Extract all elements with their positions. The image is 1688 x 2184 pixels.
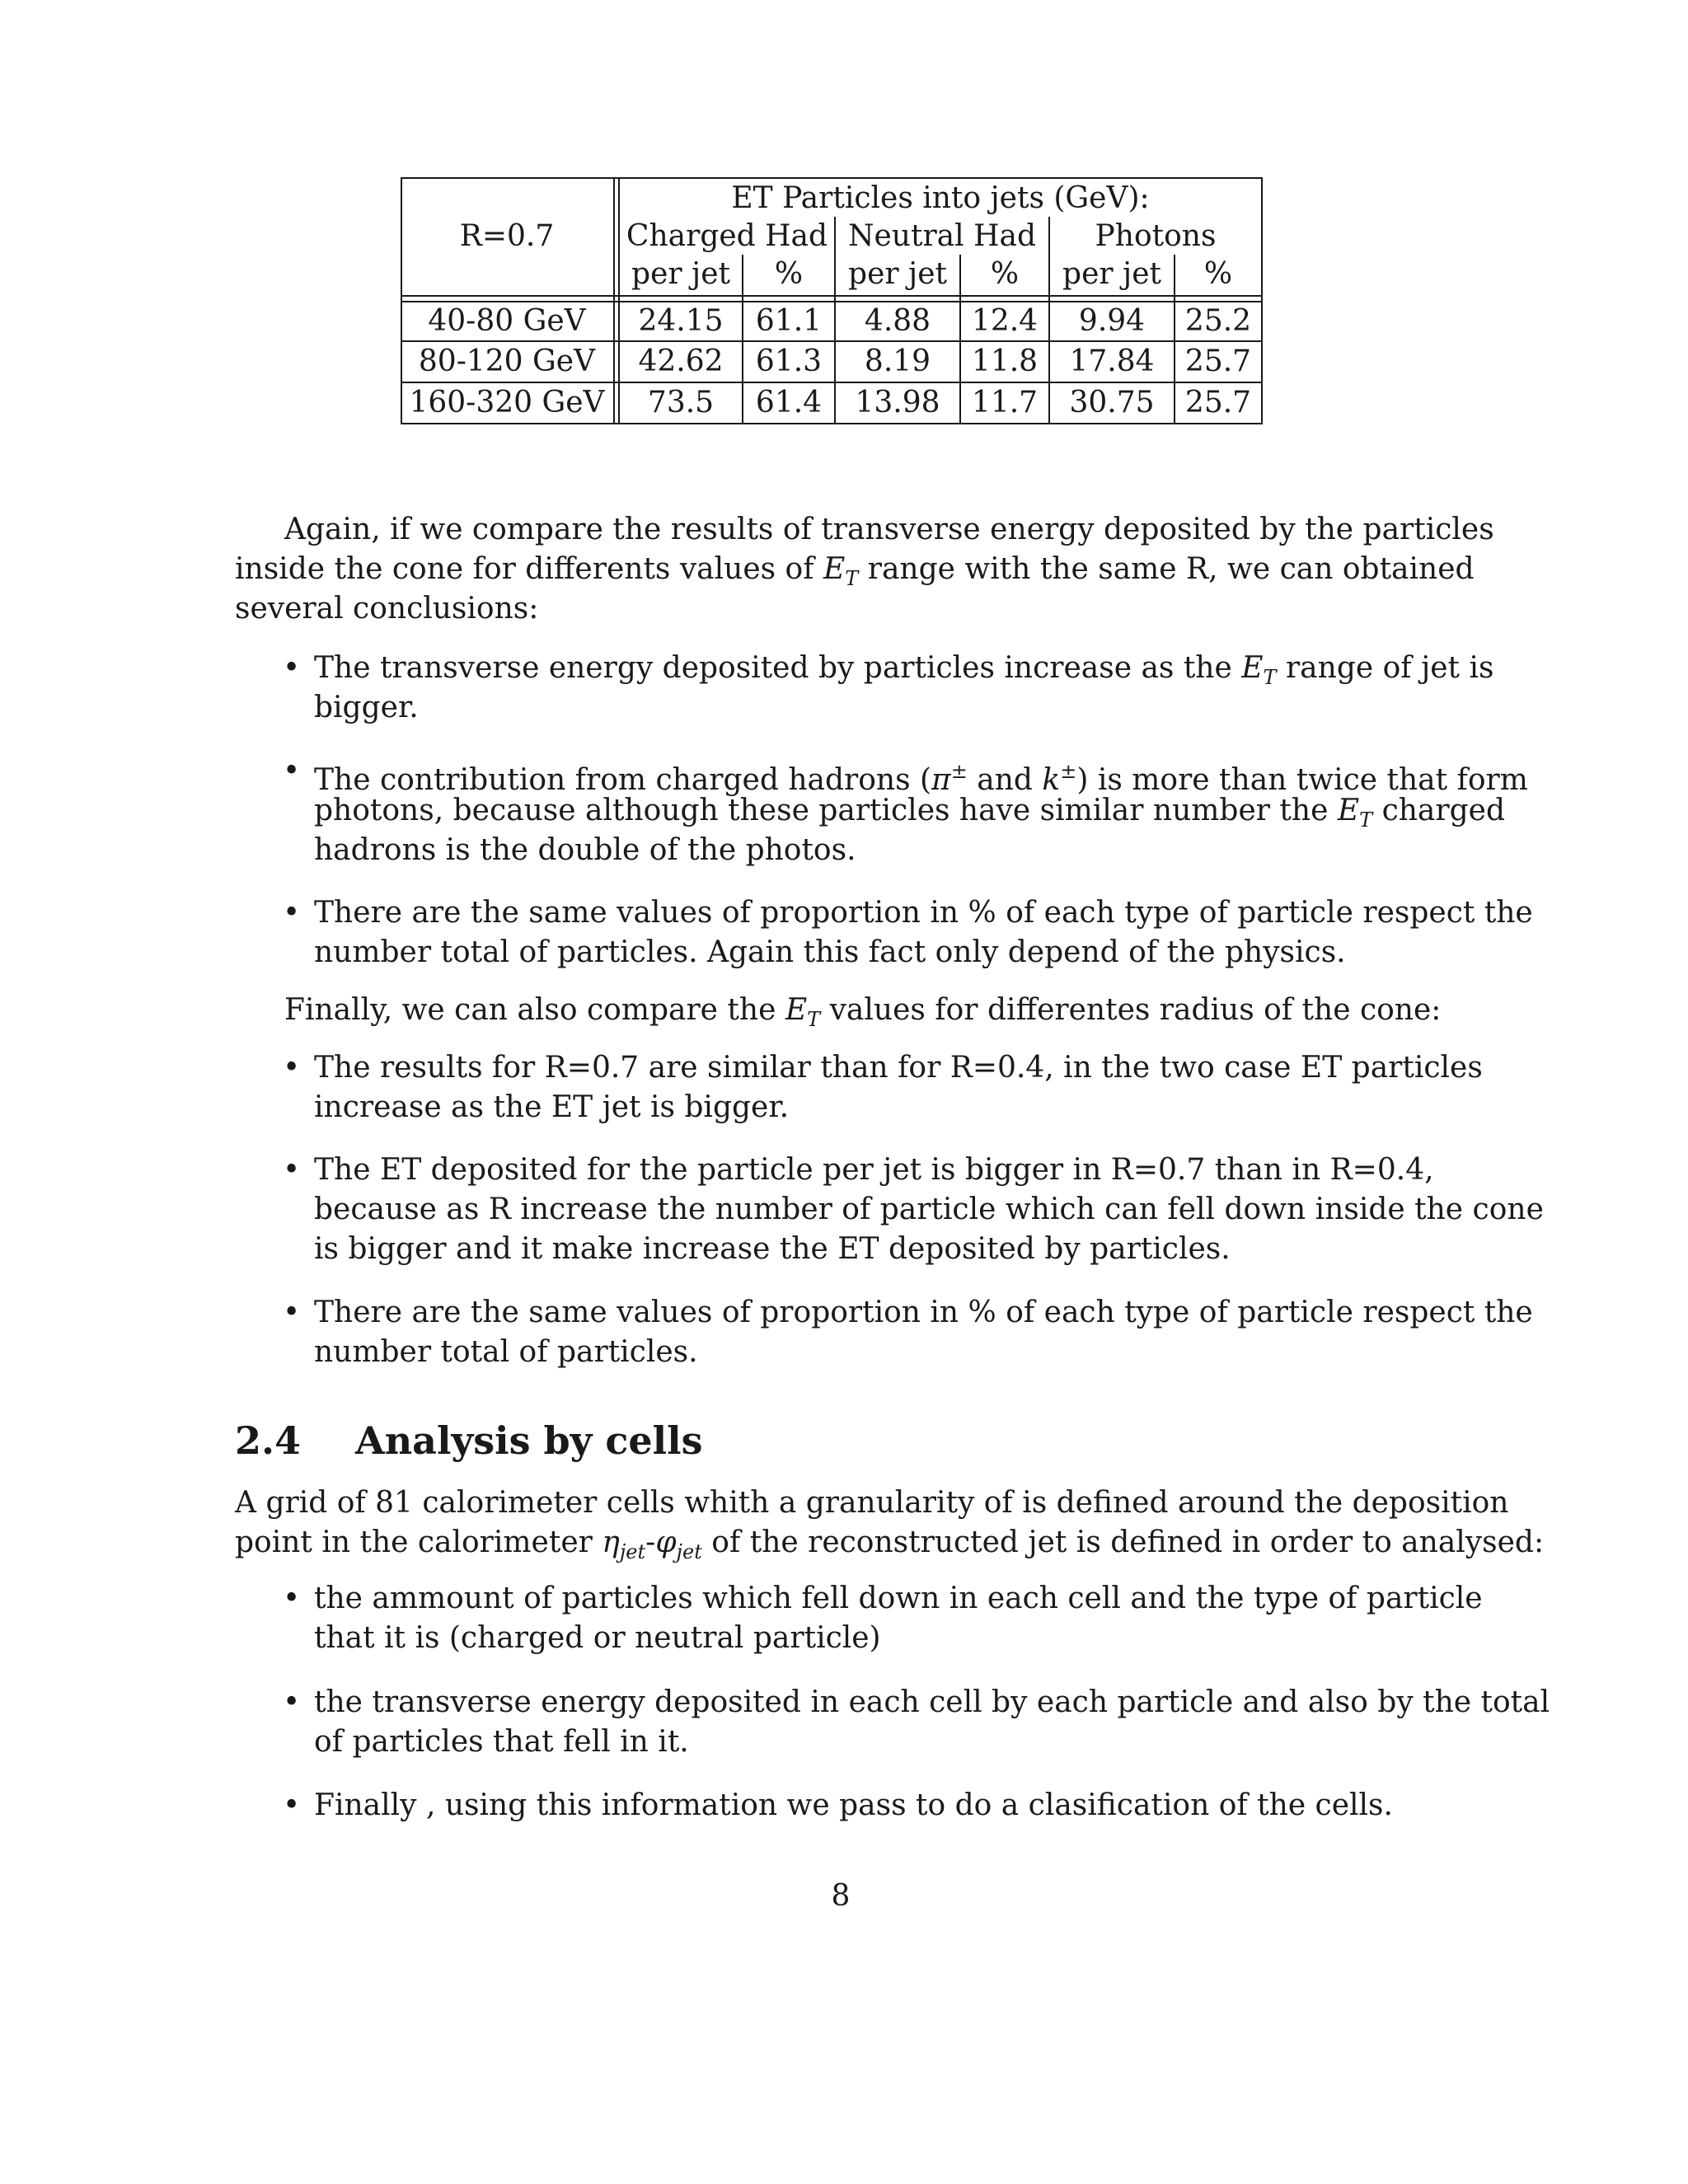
table-subheader: per jet [848,257,947,291]
table-cell: 30.75 [1069,386,1155,419]
table-subheader: % [990,257,1020,291]
section-title: Analysis by cells [355,1418,703,1463]
bullet-icon: • [283,1685,301,1719]
table-row-label: 40-80 GeV [428,304,586,338]
table-super-header: ET Particles into jets (GeV): [731,181,1150,215]
paragraph-radius: Finally, we can also compare the $E_T$ values for differentes radius of the cone: [284,993,1442,1031]
table-row-label: 80-120 GeV [418,344,596,378]
table-rule [618,177,620,424]
table-rule [401,423,1263,424]
table-cell: 61.1 [755,304,823,338]
list-item: the transverse energy deposited in each cell by each particle and also by the total of particles that fell in it. [314,1685,1550,1759]
table-subheader: per jet [631,257,730,291]
list-item: There are the same values of proportion in % of each type of particle respect the number total of particles. [314,1296,1533,1369]
table-cell: 4.88 [864,304,931,338]
bullet-icon: • [283,1051,301,1085]
math-et: $E_T$ [1337,794,1373,832]
list-item: The contribution from charged hadrons (π± and k±) is more than twice that form photons, because although these particles have similar number the $E_T$ charged hadrons is the double of the photos. [314,760,1528,867]
math-et: $E_T$ [1241,651,1277,689]
table-rule [401,340,1263,342]
bullet-icon: • [283,754,301,788]
table-cell: 25.7 [1184,344,1252,378]
table-rule [401,295,1263,297]
table-cell: 11.8 [971,344,1039,378]
table-cell: 42.62 [638,344,724,378]
text-line: inside the cone for differents values of $E_T$ range with the same R, we can obtained [235,552,1475,590]
list-item: the ammount of particles which fell down in each cell and the type of particle that it is (charged or neutral particle) [314,1582,1483,1655]
section-number: 2.4 [235,1418,302,1463]
table-rule [401,301,1263,302]
table-group-header: Neutral Had [848,219,1036,253]
math-et: $E_T$ [823,552,859,590]
table-cell: 25.2 [1184,304,1252,338]
et-table [401,177,1263,424]
table-subheader: % [1203,257,1233,291]
list-item: The ET deposited for the particle per jet is bigger in R=0.7 than in R=0.4, because as R increase the number of particle which can fell down inside the cone is bigger and it make increase the ET deposited by particles. [314,1153,1544,1266]
list-item: There are the same values of proportion in % of each type of particle respect the number total of particles. Again this fact only depend of the physics. [314,896,1533,969]
bullet-icon: • [283,1296,301,1329]
bullet-icon: • [283,1788,301,1822]
math-eta-phi: $\eta_{jet}-\varphi_{jet}$ [602,1526,702,1563]
table-cell: 13.98 [855,386,940,419]
paragraph-comparison [235,510,1494,629]
table-rule [401,177,402,424]
table-cell: 25.7 [1184,386,1252,419]
table-rule [1261,177,1263,424]
text-line: several conclusions: [235,592,539,626]
list-item: The transverse energy deposited by particles increase as the $E_T$ range of jet is bigger. [314,651,1494,724]
table-group-header: Photons [1095,219,1217,253]
bullet-icon: • [283,651,301,685]
table-corner-label: R=0.7 [459,219,555,253]
bullet-icon: • [283,1582,301,1615]
table-rule [401,177,1263,179]
table-cell: 61.4 [755,386,823,419]
table-cell: 17.84 [1069,344,1155,378]
list-item: Finally , using this information we pass to do a clasification of the cells. [314,1788,1393,1822]
table-group-header: Charged Had [626,219,828,253]
table-rule [401,382,1263,383]
table-cell: 73.5 [647,386,715,419]
table-cell: 61.3 [755,344,823,378]
math-et: $E_T$ [785,993,821,1031]
page-number: 8 [831,1879,851,1913]
bullet-icon: • [283,1153,301,1187]
table-subheader: per jet [1062,257,1161,291]
table-cell: 11.7 [971,386,1039,419]
list-item: The results for R=0.7 are similar than for R=0.4, in the two case ET particles increase as the ET jet is bigger. [314,1051,1483,1124]
table-cell: 12.4 [971,304,1039,338]
text-line: Again, if we compare the results of transverse energy deposited by the particles [284,513,1494,546]
table-rule [613,177,615,424]
bullet-icon: • [283,896,301,930]
paragraph-grid: A grid of 81 calorimeter cells whith a granularity of is defined around the deposition point in the calorimeter $\eta_{jet}-\varphi_{jet}$ of the reconstructed jet is defined in order to analysed: [235,1486,1545,1563]
table-row-label: 160-320 GeV [409,386,605,419]
table-cell: 9.94 [1078,304,1146,338]
table-cell: 8.19 [864,344,931,378]
table-cell: 24.15 [638,304,724,338]
table-subheader: % [774,257,804,291]
section-heading [235,1418,703,1463]
